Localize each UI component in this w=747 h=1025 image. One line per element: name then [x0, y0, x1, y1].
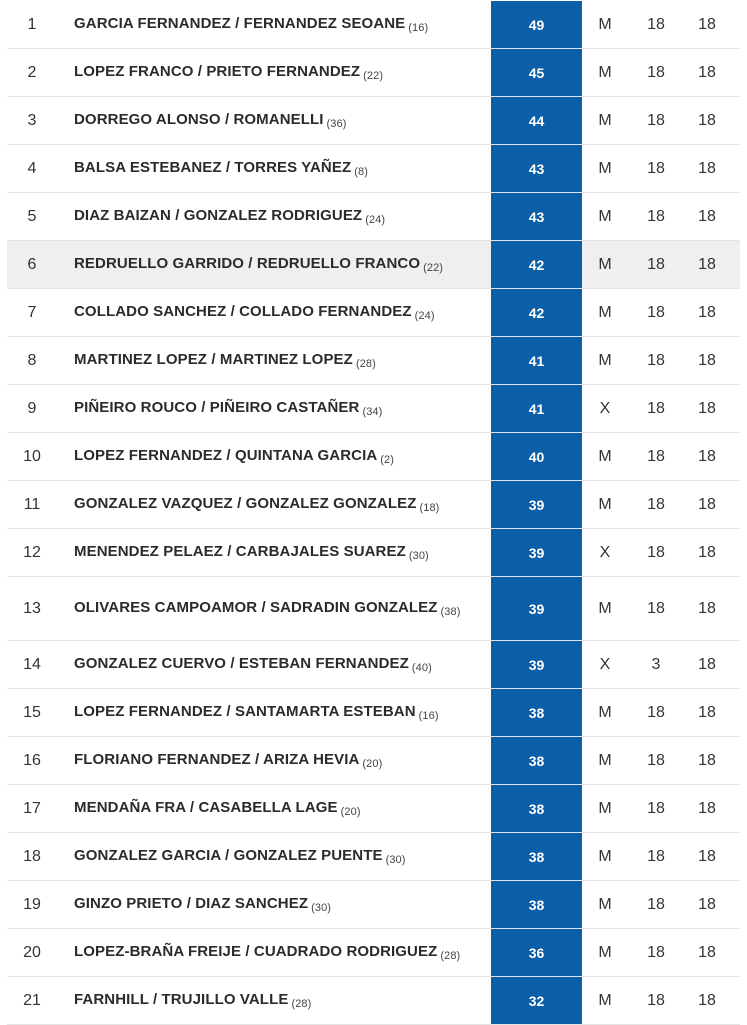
category-cell: X: [599, 543, 611, 561]
position-cell: 9: [27, 399, 37, 417]
points-badge: 39: [491, 481, 582, 528]
players-label: GINZO PRIETO / DIAZ SANCHEZ: [74, 895, 309, 912]
holes-total-cell: 18: [698, 599, 716, 617]
table-row[interactable]: [7, 241, 740, 289]
team-name-cell: [74, 385, 484, 432]
position-cell: 18: [23, 847, 41, 865]
players-label: MENDAÑA FRA / CASABELLA LAGE: [74, 799, 338, 816]
players-label: MENENDEZ PELAEZ / CARBAJALES SUAREZ: [74, 543, 406, 560]
team-name-cell: [74, 145, 484, 192]
holes-total-cell: 18: [698, 351, 716, 369]
position-cell: 15: [23, 703, 41, 721]
points-badge: 41: [491, 385, 582, 432]
points-badge: 39: [491, 577, 582, 640]
holes-total-cell: 18: [698, 543, 716, 561]
players-label: DIAZ BAIZAN / GONZALEZ RODRIGUEZ: [74, 207, 363, 224]
table-row[interactable]: [7, 193, 740, 241]
team-name-cell: [74, 833, 484, 880]
category-cell: M: [598, 991, 612, 1009]
team-names: [74, 796, 361, 821]
hole-cell: 18: [647, 15, 665, 33]
position-cell: 13: [23, 599, 41, 617]
hole-cell: 3: [651, 655, 661, 673]
team-names: [74, 12, 428, 37]
players-label: LOPEZ FERNANDEZ / SANTAMARTA ESTEBAN: [74, 703, 416, 720]
handicap-label: (34): [362, 406, 383, 418]
hole-cell: 18: [647, 255, 665, 273]
team-name-cell: [74, 193, 484, 240]
handicap-label: (38): [440, 606, 461, 618]
team-names: [74, 108, 347, 133]
players-label: GONZALEZ VAZQUEZ / GONZALEZ GONZALEZ: [74, 495, 417, 512]
position-cell: 11: [23, 495, 41, 513]
handicap-label: (18): [419, 502, 440, 514]
team-names: [74, 540, 429, 565]
table-row[interactable]: [7, 689, 740, 737]
hole-cell: 18: [647, 399, 665, 417]
team-name-cell: [74, 97, 484, 144]
team-names: [74, 156, 368, 181]
hole-cell: 18: [647, 991, 665, 1009]
category-cell: M: [598, 799, 612, 817]
players-label: GONZALEZ CUERVO / ESTEBAN FERNANDEZ: [74, 655, 409, 672]
team-names: [74, 892, 331, 917]
table-row[interactable]: [7, 481, 740, 529]
points-badge: 38: [491, 737, 582, 784]
handicap-label: (30): [311, 902, 332, 914]
points-badge: 42: [491, 289, 582, 336]
position-cell: 14: [23, 655, 41, 673]
position-cell: 12: [23, 543, 41, 561]
position-cell: 2: [27, 63, 37, 81]
position-cell: 1: [27, 15, 37, 33]
position-cell: 20: [23, 943, 41, 961]
holes-total-cell: 18: [698, 303, 716, 321]
team-names: [74, 444, 394, 469]
position-cell: 5: [27, 207, 37, 225]
holes-total-cell: 18: [698, 255, 716, 273]
table-row[interactable]: [7, 577, 740, 641]
players-label: FARNHILL / TRUJILLO VALLE: [74, 991, 289, 1008]
team-name-cell: [74, 481, 484, 528]
points-badge: 43: [491, 193, 582, 240]
table-row[interactable]: [7, 433, 740, 481]
team-names: [74, 204, 385, 229]
table-row[interactable]: [7, 1, 740, 49]
team-name-cell: [74, 529, 484, 576]
category-cell: M: [598, 207, 612, 225]
position-cell: 4: [27, 159, 37, 177]
holes-total-cell: 18: [698, 847, 716, 865]
points-badge: 38: [491, 785, 582, 832]
handicap-label: (22): [423, 262, 444, 274]
points-badge: 45: [491, 49, 582, 96]
table-row[interactable]: [7, 337, 740, 385]
category-cell: M: [598, 943, 612, 961]
players-label: MARTINEZ LOPEZ / MARTINEZ LOPEZ: [74, 351, 353, 368]
category-cell: M: [598, 303, 612, 321]
handicap-label: (36): [326, 118, 347, 130]
hole-cell: 18: [647, 495, 665, 513]
players-label: PIÑEIRO ROUCO / PIÑEIRO CASTAÑER: [74, 399, 360, 416]
holes-total-cell: 18: [698, 943, 716, 961]
players-label: LOPEZ FERNANDEZ / QUINTANA GARCIA: [74, 447, 378, 464]
holes-total-cell: 18: [698, 991, 716, 1009]
players-label: LOPEZ-BRAÑA FREIJE / CUADRADO RODRIGUEZ: [74, 943, 438, 960]
points-badge: 38: [491, 689, 582, 736]
category-cell: M: [598, 63, 612, 81]
category-cell: M: [598, 159, 612, 177]
table-row[interactable]: [7, 833, 740, 881]
category-cell: X: [599, 399, 611, 417]
hole-cell: 18: [647, 159, 665, 177]
handicap-label: (16): [418, 710, 439, 722]
category-cell: M: [598, 111, 612, 129]
hole-cell: 18: [647, 63, 665, 81]
handicap-label: (16): [408, 22, 429, 34]
handicap-label: (24): [365, 214, 386, 226]
team-names: [74, 60, 383, 85]
table-row[interactable]: [7, 737, 740, 785]
points-badge: 39: [491, 641, 582, 688]
holes-total-cell: 18: [698, 447, 716, 465]
points-badge: 38: [491, 881, 582, 928]
handicap-label: (20): [340, 806, 361, 818]
hole-cell: 18: [647, 847, 665, 865]
handicap-label: (22): [363, 70, 384, 82]
holes-total-cell: 18: [698, 159, 716, 177]
holes-total-cell: 18: [698, 111, 716, 129]
holes-total-cell: 18: [698, 63, 716, 81]
points-badge: 36: [491, 929, 582, 976]
category-cell: M: [598, 495, 612, 513]
players-label: DORREGO ALONSO / ROMANELLI: [74, 111, 324, 128]
team-name-cell: [74, 49, 484, 96]
position-cell: 6: [27, 255, 37, 273]
team-names: [74, 988, 311, 1013]
hole-cell: 18: [647, 943, 665, 961]
team-name-cell: [74, 289, 484, 336]
hole-cell: 18: [647, 895, 665, 913]
points-badge: 40: [491, 433, 582, 480]
team-name-cell: [74, 977, 484, 1024]
position-cell: 3: [27, 111, 37, 129]
handicap-label: (40): [411, 662, 432, 674]
hole-cell: 18: [647, 351, 665, 369]
table-row[interactable]: [7, 641, 740, 689]
hole-cell: 18: [647, 207, 665, 225]
hole-cell: 18: [647, 543, 665, 561]
team-names: [74, 300, 435, 325]
players-label: GARCIA FERNANDEZ / FERNANDEZ SEOANE: [74, 15, 406, 32]
holes-total-cell: 18: [698, 207, 716, 225]
hole-cell: 18: [647, 447, 665, 465]
holes-total-cell: 18: [698, 703, 716, 721]
handicap-label: (28): [291, 998, 312, 1010]
hole-cell: 18: [647, 799, 665, 817]
team-names: [74, 348, 376, 373]
team-names: [74, 940, 460, 965]
table-row[interactable]: [7, 529, 740, 577]
hole-cell: 18: [647, 599, 665, 617]
team-name-cell: [74, 785, 484, 832]
team-name-cell: [74, 881, 484, 928]
category-cell: M: [598, 895, 612, 913]
team-name-cell: [74, 577, 484, 640]
points-badge: 38: [491, 833, 582, 880]
points-badge: 43: [491, 145, 582, 192]
points-badge: 32: [491, 977, 582, 1024]
holes-total-cell: 18: [698, 751, 716, 769]
players-label: LOPEZ FRANCO / PRIETO FERNANDEZ: [74, 63, 361, 80]
team-names: [74, 652, 432, 677]
table-row[interactable]: [7, 145, 740, 193]
team-name-cell: [74, 737, 484, 784]
team-names: [74, 844, 406, 869]
category-cell: M: [598, 351, 612, 369]
team-name-cell: [74, 433, 484, 480]
points-badge: 49: [491, 1, 582, 48]
players-label: GONZALEZ GARCIA / GONZALEZ PUENTE: [74, 847, 383, 864]
handicap-label: (2): [380, 454, 395, 466]
position-cell: 21: [23, 991, 41, 1009]
holes-total-cell: 18: [698, 799, 716, 817]
players-label: OLIVARES CAMPOAMOR / SADRADIN GONZALEZ: [74, 599, 438, 616]
hole-cell: 18: [647, 303, 665, 321]
points-badge: 42: [491, 241, 582, 288]
hole-cell: 18: [647, 751, 665, 769]
team-names: [74, 748, 382, 773]
category-cell: M: [598, 847, 612, 865]
team-name-cell: [74, 641, 484, 688]
holes-total-cell: 18: [698, 399, 716, 417]
points-badge: 41: [491, 337, 582, 384]
handicap-label: (28): [440, 950, 461, 962]
team-name-cell: [74, 689, 484, 736]
handicap-label: (30): [385, 854, 406, 866]
holes-total-cell: 18: [698, 655, 716, 673]
handicap-label: (20): [362, 758, 383, 770]
category-cell: M: [598, 255, 612, 273]
position-cell: 7: [27, 303, 37, 321]
points-badge: 44: [491, 97, 582, 144]
players-label: COLLADO SANCHEZ / COLLADO FERNANDEZ: [74, 303, 412, 320]
players-label: BALSA ESTEBANEZ / TORRES YAÑEZ: [74, 159, 352, 176]
handicap-label: (24): [414, 310, 435, 322]
position-cell: 16: [23, 751, 41, 769]
team-name-cell: [74, 1, 484, 48]
team-names: [74, 700, 439, 725]
players-label: REDRUELLO GARRIDO / REDRUELLO FRANCO: [74, 255, 421, 272]
team-name-cell: [74, 337, 484, 384]
category-cell: X: [599, 655, 611, 673]
position-cell: 10: [23, 447, 41, 465]
handicap-label: (30): [408, 550, 429, 562]
table-row[interactable]: [7, 49, 740, 97]
team-name-cell: [74, 929, 484, 976]
team-names: [74, 492, 439, 517]
category-cell: M: [598, 447, 612, 465]
table-row[interactable]: [7, 97, 740, 145]
category-cell: M: [598, 15, 612, 33]
position-cell: 19: [23, 895, 41, 913]
points-badge: 39: [491, 529, 582, 576]
team-names: [74, 396, 382, 421]
table-row[interactable]: [7, 289, 740, 337]
team-name-cell: [74, 241, 484, 288]
table-row[interactable]: [7, 929, 740, 977]
table-row[interactable]: [7, 385, 740, 433]
table-row[interactable]: [7, 785, 740, 833]
holes-total-cell: 18: [698, 15, 716, 33]
position-cell: 17: [23, 799, 41, 817]
table-row[interactable]: [7, 977, 740, 1025]
handicap-label: (8): [354, 166, 368, 178]
players-label: FLORIANO FERNANDEZ / ARIZA HEVIA: [74, 751, 360, 768]
hole-cell: 18: [647, 111, 665, 129]
category-cell: M: [598, 599, 612, 617]
hole-cell: 18: [647, 703, 665, 721]
category-cell: M: [598, 751, 612, 769]
team-names: [74, 596, 461, 621]
team-names: [74, 252, 443, 277]
category-cell: M: [598, 703, 612, 721]
holes-total-cell: 18: [698, 495, 716, 513]
table-row[interactable]: [7, 881, 740, 929]
position-cell: 8: [27, 351, 37, 369]
handicap-label: (28): [355, 358, 376, 370]
holes-total-cell: 18: [698, 895, 716, 913]
